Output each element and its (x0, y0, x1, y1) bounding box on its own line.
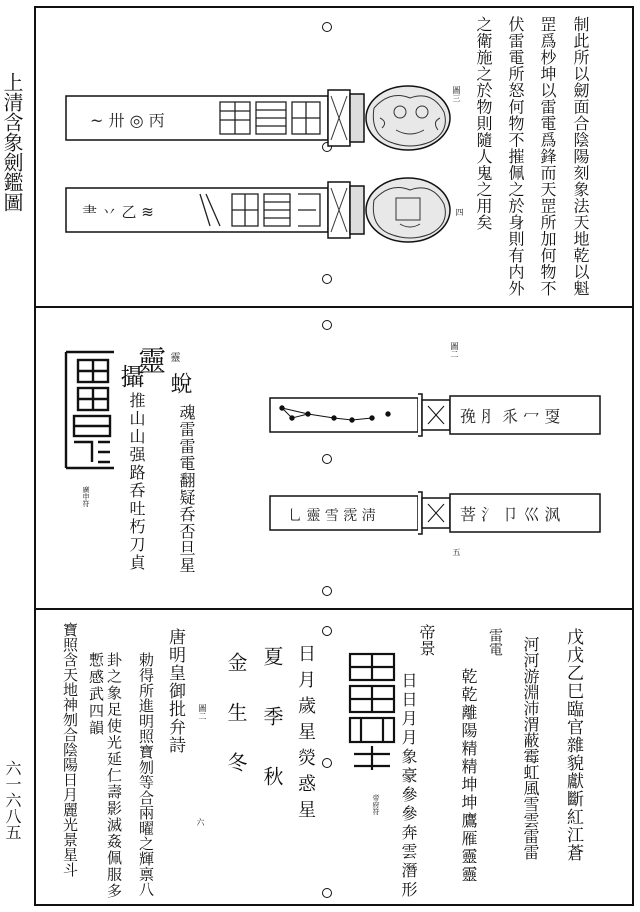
poem-title: 唐明皇御批弁詩 (165, 628, 185, 754)
page-number: 六一六八五 (3, 760, 22, 840)
seal-script-column: 金生冬 (224, 652, 248, 802)
seal-script-head: 蛻 (167, 372, 192, 394)
seal-script-column: 魂雷雷電翻疑呑否旦星 (177, 404, 196, 574)
poem-column: 慙感武四韻 (87, 652, 105, 737)
seal-script-column: 推山山强路呑吐朽刀貞 (127, 392, 146, 572)
svg-text:⺻ 丷 乙 ≋: ⺻ 丷 乙 ≋ (82, 203, 154, 221)
svg-text:㝃 ⺼ 乑 冖 㪅: 㝃 ⺼ 乑 冖 㪅 (460, 407, 561, 426)
poem-column: 寶照含天地神刎合陰陽日月麗光景星斗 (61, 622, 79, 877)
section-divider-bottom (34, 608, 634, 610)
binding-hole (322, 320, 332, 330)
binding-hole (322, 758, 332, 768)
binding-hole (322, 274, 332, 284)
binding-hole (322, 22, 332, 32)
big-seal-gloss: 靈 (168, 352, 179, 362)
binding-hole (322, 888, 332, 898)
sword-illustration (60, 78, 452, 154)
figure-label: 圖三 (452, 86, 461, 102)
seal-caption: 廣申符 (82, 486, 90, 507)
talisman-seal (62, 346, 118, 474)
talisman-seal (344, 650, 400, 774)
text-column: 制此所以劒面合陰陽刻象法天地乾以魁 (571, 16, 590, 297)
seal-script-head: 雷電 (487, 628, 503, 656)
poem-column: 卦之象足使光延仁壽影滅姦佩服多 (105, 652, 123, 900)
binding-hole (322, 626, 332, 636)
seal-script-column: 戊戊乙巳臨官雜貌獻斷紅江蒼 (563, 628, 583, 862)
binding-hole (322, 454, 332, 464)
binding-hole (322, 586, 332, 596)
figure-number: 六 (196, 818, 205, 826)
text-column: 之衛施之於物則隨人鬼之用矣 (474, 16, 493, 231)
figure-label: 四 (455, 208, 464, 216)
seal-script-column: 日日月月象豪參參奔雲潛形 (399, 672, 418, 900)
figure-number: 五 (452, 548, 461, 556)
sword-illustration (60, 172, 452, 248)
svg-text:乚 靈 雪 霃 淸: 乚 靈 雪 霃 淸 (288, 508, 376, 524)
text-column: 伏雷電所怒何物不摧佩之於身則有内外 (506, 16, 525, 297)
seal-script-column: 日月歲星熒惑星 (295, 644, 316, 826)
seal-script-head: 帝景 (417, 624, 436, 656)
seal-script-column: 乾乾離陽精精坤坤鷹雁靈靈 (459, 668, 478, 884)
seal-script-head: 攝 (116, 364, 144, 388)
section-divider-top (34, 306, 634, 308)
sword-blade-script (268, 490, 608, 536)
seal-caption: 帝府符 (372, 794, 380, 815)
big-seal-character: 靈 (134, 346, 167, 374)
figure-label: 圖二 (450, 342, 459, 358)
svg-text:菩 氵 卩 巛 沨: 菩 氵 卩 巛 沨 (460, 505, 561, 524)
sword-blade-star-diagram (268, 392, 608, 438)
svg-text:~ 卅 ◎ 丙: ~ 卅 ◎ 丙 (90, 111, 165, 130)
text-column: 罡爲杪坤以雷電爲鋒而天罡所加何物不 (538, 16, 557, 297)
figure-label: 圖二 (198, 704, 207, 720)
seal-script-column: 夏季秋 (260, 646, 284, 826)
book-title: 上清含象劍鑑圖 (0, 72, 24, 212)
poem-column: 勅得所進明照寶刎等合兩曜之輝禀八 (137, 652, 155, 897)
seal-script-column: 河河游淵沛渭蔽霉虹風雪雲雷雷 (521, 636, 540, 860)
